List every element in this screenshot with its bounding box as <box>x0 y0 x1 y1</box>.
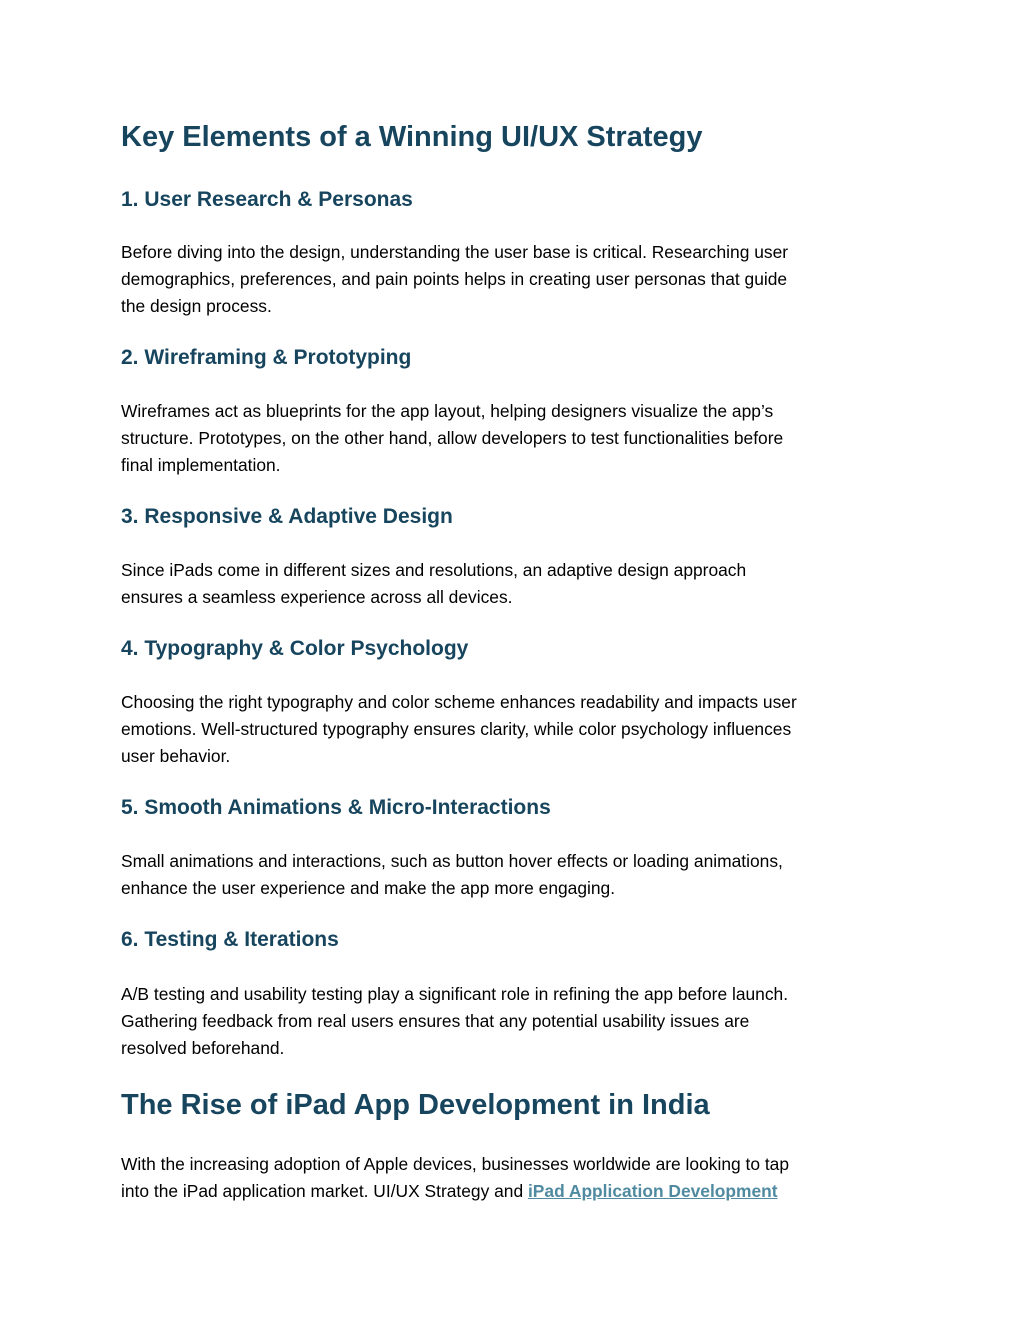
section-heading-wireframing: 2. Wireframing & Prototyping <box>121 346 412 369</box>
section-paragraph-testing <box>121 981 921 1062</box>
paragraph-line <box>121 1178 921 1205</box>
section-heading-animations: 5. Smooth Animations & Micro-Interactions <box>121 796 551 819</box>
paragraph-line: With the increasing adoption of Apple devices, businesses worldwide are looking to tap <box>121 1154 790 1174</box>
paragraph-line: Before diving into the design, understanding the user base is critical. Researching user <box>121 242 789 262</box>
paragraph-line: user behavior. <box>121 746 231 766</box>
section-paragraph-user-research <box>121 239 921 320</box>
paragraph-line: resolved beforehand. <box>121 1038 285 1058</box>
section-heading-typography: 4. Typography & Color Psychology <box>121 637 469 660</box>
paragraph-line: Small animations and interactions, such as button hover effects or loading animations, <box>121 851 783 871</box>
section-heading-user-research: 1. User Research & Personas <box>121 188 413 211</box>
section-title-ipad-india: The Rise of iPad App Development in India <box>121 1089 710 1121</box>
paragraph-line: A/B testing and usability testing play a significant role in refining the app before launch. <box>121 984 789 1004</box>
ipad-application-development-link[interactable]: iPad Application Development <box>527 1181 778 1201</box>
paragraph-line: Choosing the right typography and color scheme enhances readability and impacts user <box>121 692 797 712</box>
section-paragraph-responsive-design <box>121 557 921 611</box>
section-paragraph-wireframing <box>121 398 921 479</box>
section-heading-testing: 6. Testing & Iterations <box>121 928 339 951</box>
paragraph-line: Gathering feedback from real users ensures that any potential usability issues are <box>121 1011 750 1031</box>
paragraph-line: Since iPads come in different sizes and resolutions, an adaptive design approach <box>121 560 747 580</box>
paragraph-line: structure. Prototypes, on the other hand, allow developers to test functionalities before <box>121 428 784 448</box>
paragraph-line: the design process. <box>121 296 272 316</box>
intro-paragraph <box>121 1151 921 1205</box>
paragraph-line: final implementation. <box>121 455 281 475</box>
paragraph-line: ensures a seamless experience across all devices. <box>121 587 513 607</box>
paragraph-line: emotions. Well-structured typography ensures clarity, while color psychology influences <box>121 719 792 739</box>
paragraph-line: enhance the user experience and make the app more engaging. <box>121 878 616 898</box>
section-paragraph-typography <box>121 689 921 770</box>
section-heading-responsive-design: 3. Responsive & Adaptive Design <box>121 505 453 528</box>
page-title: Key Elements of a Winning UI/UX Strategy <box>121 121 703 153</box>
paragraph-line: Wireframes act as blueprints for the app layout, helping designers visualize the app’s <box>121 401 774 421</box>
paragraph-line-text: into the iPad application market. UI/UX Strategy and <box>121 1181 528 1201</box>
section-paragraph-animations <box>121 848 921 902</box>
paragraph-line: demographics, preferences, and pain points helps in creating user personas that guide <box>121 269 788 289</box>
